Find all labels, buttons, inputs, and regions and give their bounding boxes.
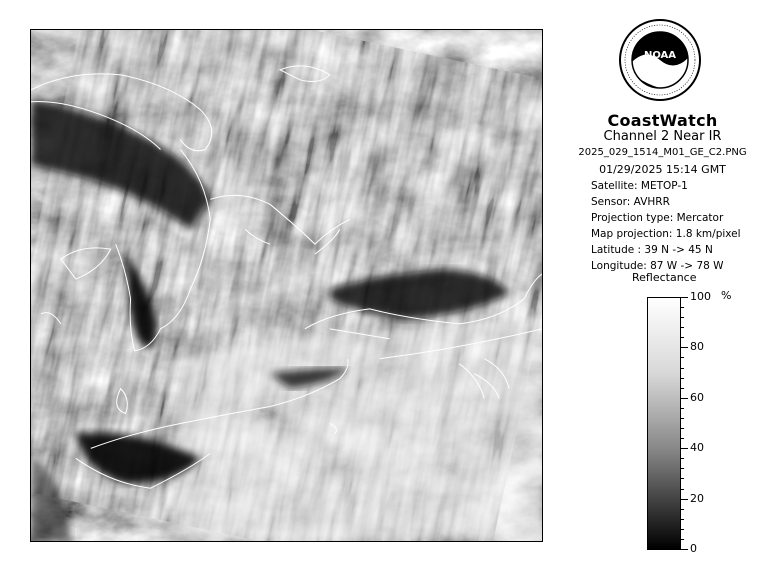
map-projection-info: Map projection: 1.8 km/pixel <box>591 228 741 240</box>
scale-major-tick <box>680 347 688 348</box>
satellite-map <box>30 29 543 542</box>
scale-minor-tick <box>680 317 684 318</box>
longitude-info: Longitude: 87 W -> 78 W <box>591 260 724 272</box>
channel-subtitle: Channel 2 Near IR <box>603 129 722 144</box>
svg-text:NOAA: NOAA <box>643 50 677 61</box>
scale-major-tick <box>680 499 688 500</box>
sensor-info: Sensor: AVHRR <box>591 196 670 208</box>
scale-minor-tick <box>680 458 684 459</box>
scale-minor-tick <box>680 509 684 510</box>
scale-minor-tick <box>680 378 684 379</box>
scale-minor-tick <box>680 428 684 429</box>
reflectance-scale-bar <box>647 297 681 550</box>
scale-minor-tick <box>680 418 684 419</box>
scale-minor-tick <box>680 368 684 369</box>
scale-minor-tick <box>680 489 684 490</box>
scale-tick-label: 20 <box>690 492 704 505</box>
scale-minor-tick <box>680 519 684 520</box>
scale-minor-tick <box>680 478 684 479</box>
scale-minor-tick <box>680 357 684 358</box>
scale-minor-tick <box>680 468 684 469</box>
scale-minor-tick <box>680 388 684 389</box>
scale-minor-tick <box>680 408 684 409</box>
scale-major-tick <box>680 297 688 298</box>
scale-label: Reflectance <box>632 271 697 284</box>
scale-major-tick <box>680 448 688 449</box>
projection-type-info: Projection type: Mercator <box>591 212 724 224</box>
scale-tick-label: 0 <box>690 542 697 555</box>
scale-unit: % <box>721 289 732 302</box>
latitude-info: Latitude : 39 N -> 45 N <box>591 244 713 256</box>
scale-tick-label: 100 <box>690 290 711 303</box>
scale-minor-tick <box>680 307 684 308</box>
scale-major-tick <box>680 398 688 399</box>
scale-minor-tick <box>680 327 684 328</box>
scale-tick-label: 60 <box>690 391 704 404</box>
app-title: CoastWatch <box>607 111 718 130</box>
scale-tick-label: 80 <box>690 340 704 353</box>
scale-tick-label: 40 <box>690 441 704 454</box>
bright-cloud-field <box>180 319 542 541</box>
scale-major-tick <box>680 549 688 550</box>
scale-minor-tick <box>680 539 684 540</box>
scale-minor-tick <box>680 337 684 338</box>
scale-minor-tick <box>680 438 684 439</box>
image-datetime: 01/29/2025 15:14 GMT <box>599 163 726 176</box>
image-filename: 2025_029_1514_M01_GE_C2.PNG <box>578 147 747 158</box>
scale-ticks <box>680 297 690 550</box>
scale-minor-tick <box>680 529 684 530</box>
satellite-info: Satellite: METOP-1 <box>591 180 688 192</box>
noaa-logo <box>618 18 702 102</box>
satellite-imagery <box>31 30 542 541</box>
